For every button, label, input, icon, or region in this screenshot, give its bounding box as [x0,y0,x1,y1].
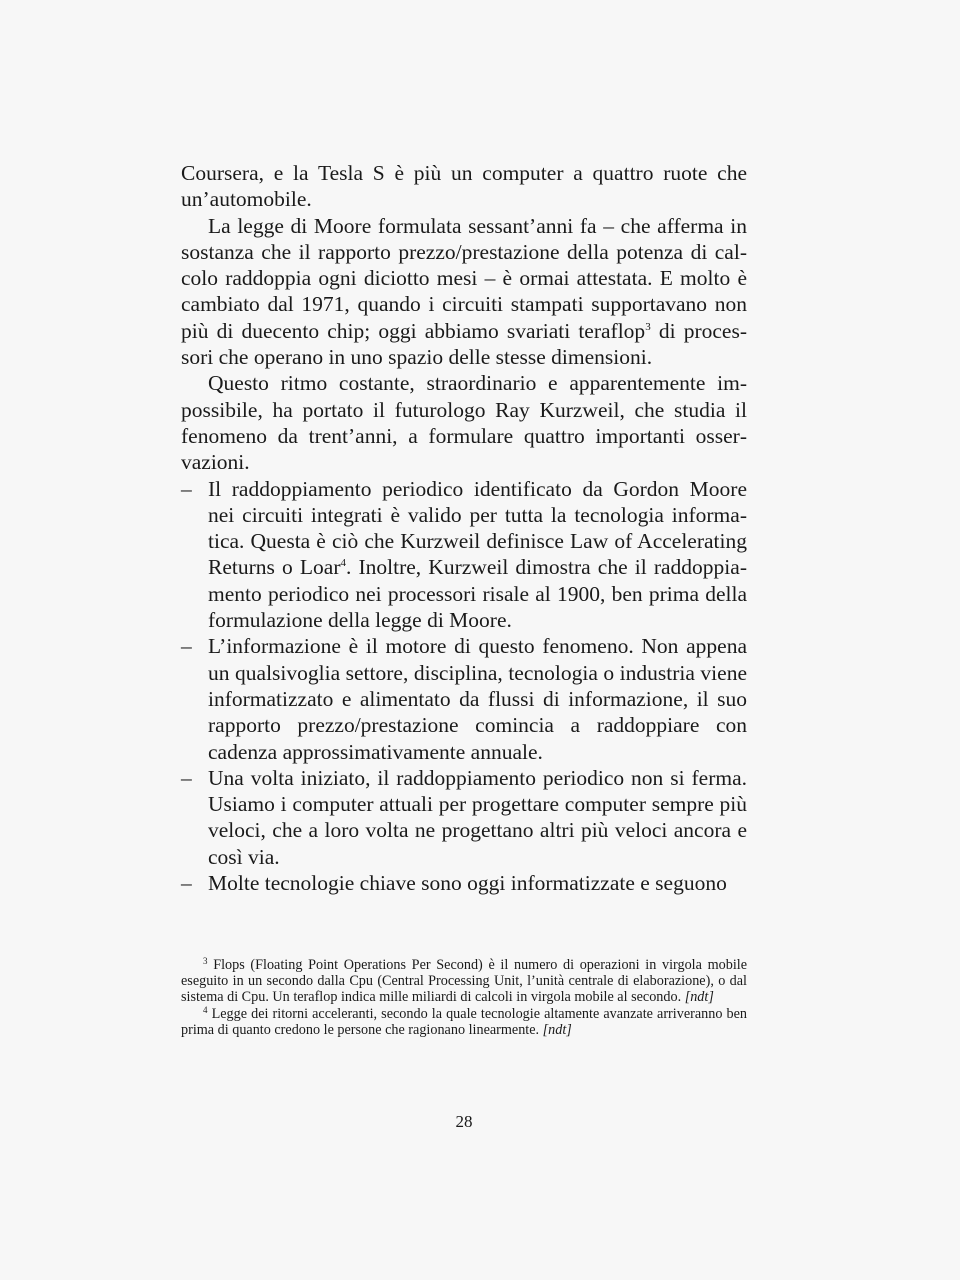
footnote-reference: 3 [645,320,651,333]
bullet-dash: – [181,871,192,896]
footnote [181,1006,747,1038]
list-item-text-a: Molte tecnologie chiave sono oggi informatizzate e seguono [208,871,727,896]
list-item [181,765,747,870]
footnote-reference: 4 [340,557,346,570]
list-item-text-a: L’informazione è il motore di questo fenomeno. Non appena un qualsivoglia settore, disciplina, tecnologia o industria viene informatizzato e alimentato da flussi di informazione, il suo rapporto prezzo/prestazione comincia a raddoppiare con cadenza approssimativamente annuale. [208,634,747,764]
list-item [181,633,747,764]
footnote-tag: [ndt] [542,1021,572,1038]
footnote-text: Legge dei ritorni acceleranti, secondo la quale tecnologie altamente avanzate arriveranno ben prima di quanto credono le persone che ragionano linearmente. [181,1005,747,1038]
footnote-number: 4 [203,1004,208,1015]
paragraph-1: Coursera, e la Tesla S è più un computer a quattro ruote che un’automobile. [181,161,747,212]
paragraph-2-text-b: di processori che operano in uno spazio delle stesse dimensioni. [181,318,747,370]
paragraph-2 [181,213,747,371]
list-item-text-a: Il raddoppiamento periodico identificato da Gordon Moore nei circuiti integrati è valido per tutta la tecnologia informatica. Questa è ciò che Kurzweil definisce Law of Accelerating Returns o Loar [208,476,747,580]
page-number: 28 [455,1112,473,1131]
observation-list [181,476,747,897]
list-item-text-a: Una volta iniziato, il raddoppiamento periodico non si ferma. Usiamo i computer attuali per progettare computer sempre più veloci, che a loro volta ne progettano altri più veloci ancora e così via. [208,765,747,869]
footnote [181,957,747,1006]
footnote-number: 3 [203,956,208,966]
list-item [181,476,747,634]
paragraph-2-text-a: La legge di Moore formulata sessant’anni fa – che afferma in sostanza che il rapporto prezzo/prestazione della potenza di calcolo raddoppia ogni diciotto mesi – è ormai attestata. E molto è cambiato dal 1971, quando i circuiti stampati supportavano non più di duecento chip; oggi abbiamo svariati teraflop [181,213,747,343]
footnotes [181,957,747,1038]
paragraph-3: Questo ritmo costante, straordinario e apparentemente impossibile, ha portato il futurologo Ray Kurzweil, che studia il fenomeno da trent’anni, a formulare quattro importanti osservazioni. [181,371,747,475]
footnote-text: Flops (Floating Point Operations Per Second) è il numero di operazioni in virgola mobile eseguito in un secondo dalla Cpu (Central Processing Unit, l’unità centrale di elaborazione), o dal sistema di Cpu. Un teraflop indica mille miliardi di calcoli in virgola mobile al secondo. [181,957,747,1006]
list-item-text-b: . Inoltre, Kurzweil dimostra che il raddoppiamento periodico nei processori risale al 1900, ben prima della formulazione della legge di Moore. [208,555,747,633]
footnote-tag: [ndt] [684,989,714,1006]
bullet-dash: – [181,634,192,659]
bullet-dash: – [181,476,192,501]
bullet-dash: – [181,765,192,790]
list-item [181,870,747,896]
body-text [181,160,747,896]
